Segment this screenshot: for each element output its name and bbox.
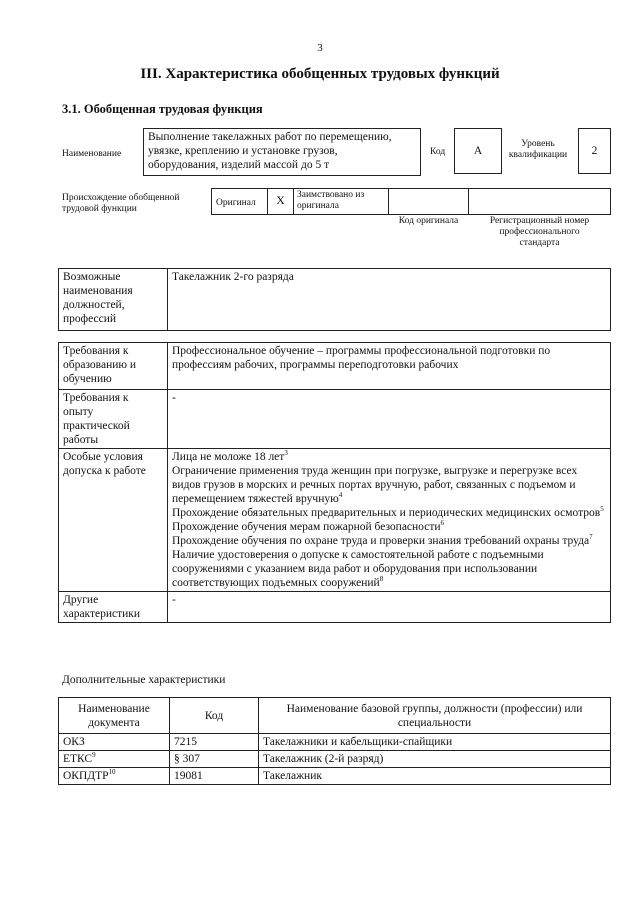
reg-caption-line-2: профессионального [499,227,580,237]
requirements-table [58,342,611,623]
table-row-name: Такелажник (2-й разряд) [259,751,611,768]
other-label-line: Другие [63,594,99,606]
education-value-line: Профессиональное обучение – программы профессиональной подготовки по [172,345,551,357]
page-number: 3 [317,42,323,54]
footnote-ref: 5 [600,505,604,514]
admission-item-text: Лица не моложе 18 лет [172,451,285,463]
additional-table [58,697,611,785]
admission-value [168,449,611,592]
subsection-title: 3.1. Обобщенная трудовая функция [62,102,263,116]
admission-label-line: допуска к работе [63,465,146,477]
reg-caption-line-3: стандарта [519,238,560,248]
admission-item [172,534,606,548]
origin-label-line-1: Происхождение обобщенной [62,193,180,203]
other-label-line: характеристики [63,608,141,620]
origin-label [62,193,180,215]
positions-label-line: наименования [63,285,133,297]
admission-item [172,450,606,464]
admission-item-text: Прохождение обязательных предварительных и периодических медицинских осмотров [172,507,601,519]
admission-label-line: Особые условия [63,451,143,463]
admission-item [172,506,606,520]
experience-label-line: практической [63,420,130,432]
admission-item [172,464,606,506]
footnote-ref: 7 [589,533,593,542]
doc-name: ЕТКС [63,753,93,765]
table-row-doc [59,768,170,785]
footnote-ref: 4 [338,491,343,500]
positions-table [58,268,611,331]
footnote-ref: 9 [92,751,96,760]
experience-label-line: опыту [63,406,94,418]
doc-name: ОКПДТР [63,770,109,782]
footnote-ref: 8 [379,575,384,584]
original-mark: Х [267,188,294,215]
name-label: Наименование [62,149,122,159]
experience-label [59,390,168,449]
table-row-code: 19081 [170,768,259,785]
table-row-name: Такелажники и кабельщики-спайщики [259,734,611,751]
origin-label-line-2: трудовой функции [62,204,137,214]
code-original-box [388,188,469,215]
education-label-line: обучению [63,373,112,385]
function-name-line: увязке, креплению и установке грузов, [148,145,338,157]
admission-item [172,548,606,590]
education-label [59,343,168,390]
function-name-line: Выполнение такелажных работ по перемещению, [148,131,392,143]
table-row-name: Такелажник [259,768,611,785]
positions-label-line: профессий [63,313,117,325]
other-label [59,592,168,623]
level-label [500,139,576,161]
header-document: Наименование документа [59,698,170,734]
borrowed-line-1: Заимствовано из [297,190,365,200]
level-value: 2 [578,128,611,174]
admission-item-text: Ограничение применения труда женщин при погрузке, выгрузке и перегрузке всех видов грузов в морских и речных портах вручную, работ, связанных с подъемом и перемещением тяжестей вручную [172,465,578,505]
additional-title: Дополнительные характеристики [62,674,226,686]
reg-number-box [468,188,611,215]
table-row-doc [59,751,170,768]
code-original-caption: Код оригинала [398,216,459,226]
experience-label-line: работы [63,434,99,446]
admission-label [59,449,168,592]
header-code: Код [170,698,259,734]
reg-number-caption [468,216,611,249]
footnote-ref: 3 [284,449,288,458]
experience-value: - [168,390,611,449]
other-value: - [168,592,611,623]
admission-item-text: Прохождение обучения мерам пожарной безопасности [172,521,441,533]
code-label: Код [430,147,446,157]
table-row-doc [59,734,170,751]
function-name-box [143,128,421,176]
original-label: Оригинал [211,188,268,215]
borrowed-line-2: оригинала [297,201,339,211]
admission-item [172,520,606,534]
borrowed-label [293,188,389,215]
level-label-line-2: квалификации [508,150,568,160]
education-label-line: образованию и [63,359,136,371]
experience-label-line: Требования к [63,392,129,404]
header-name: Наименование базовой группы, должности (профессии) или специальности [259,698,611,734]
admission-item-text: Наличие удостоверения о допуске к самостоятельной работе с подъемными сооружениями с указанием вида работ и оборудования при использовании соответствующих подъемных сооружений [172,549,544,589]
positions-label-line: Возможные [63,271,121,283]
code-value: А [454,128,502,174]
footnote-ref: 10 [108,768,116,777]
admission-item-text: Прохождение обучения по охране труда и проверки знания требований охраны труда [172,535,590,547]
education-label-line: Требования к [63,345,129,357]
positions-label [59,269,168,331]
education-value [168,343,611,390]
section-title: III. Характеристика обобщенных трудовых функций [140,66,500,82]
doc-name: ОКЗ [63,736,85,748]
table-row-code: § 307 [170,751,259,768]
reg-caption-line-1: Регистрационный номер [489,216,590,226]
footnote-ref: 6 [440,519,445,528]
table-row-code: 7215 [170,734,259,751]
positions-value: Такелажник 2-го разряда [168,269,611,331]
level-label-line-1: Уровень [521,139,555,149]
positions-label-line: должностей, [63,299,125,311]
function-name-line: оборудования, изделий массой до 5 т [148,159,330,171]
education-value-line: профессиям рабочих, программы переподготовки рабочих [172,359,459,371]
